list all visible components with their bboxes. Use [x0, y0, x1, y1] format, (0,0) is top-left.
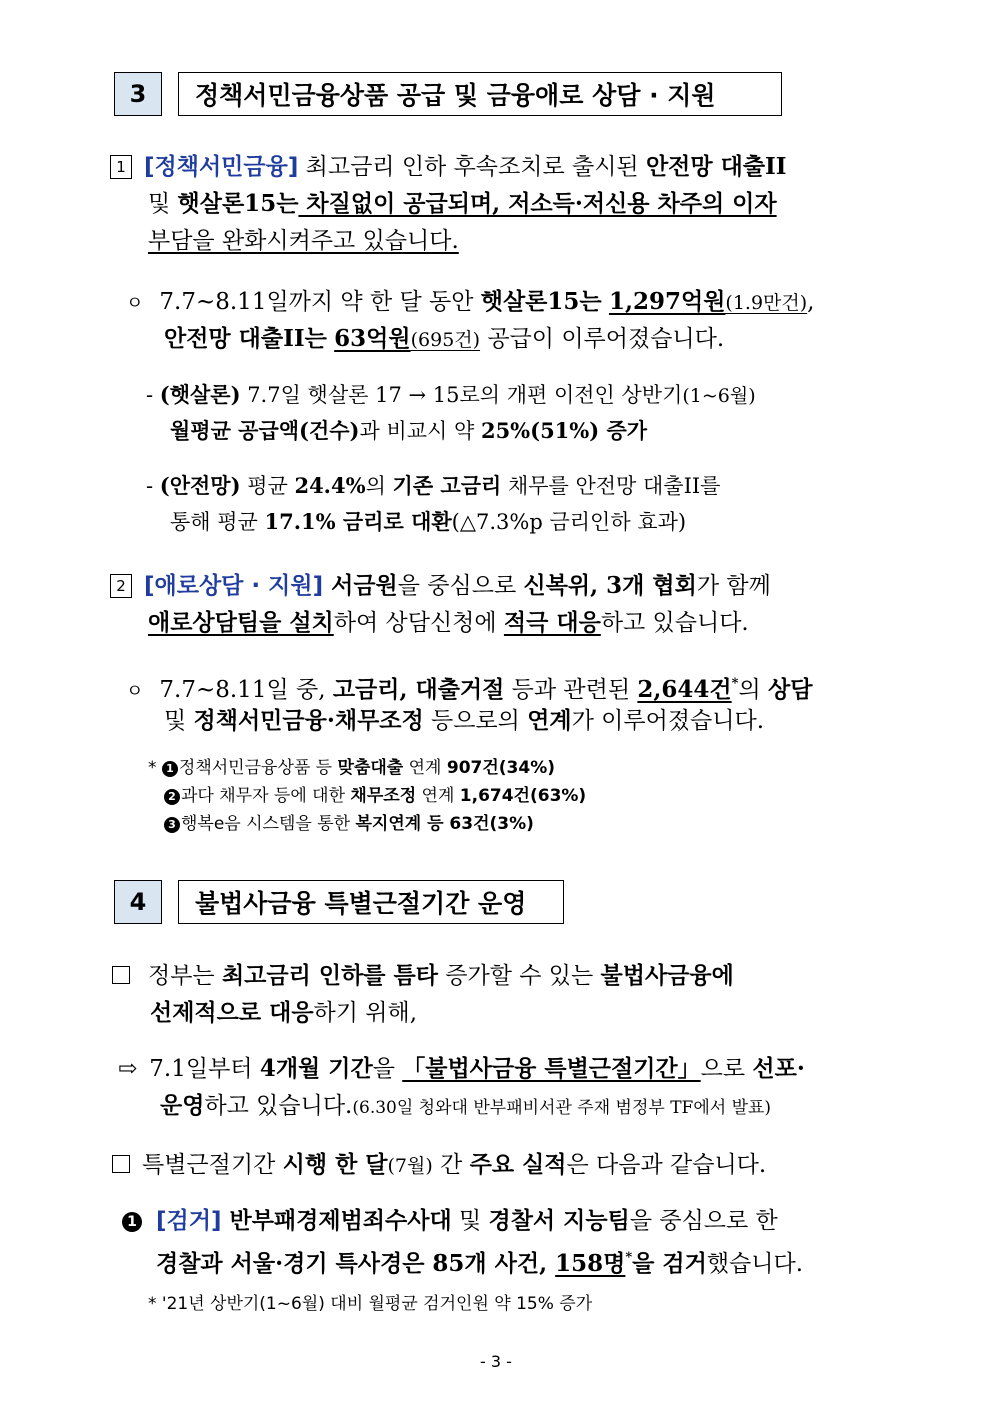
numbered-box-marker: 1 — [110, 155, 132, 179]
para-3-line-1: 정부는 최고금리 인하를 틈타 증가할 수 있는 불법사금융에 — [112, 961, 734, 991]
number-circle-icon: 1 — [162, 761, 178, 777]
number-circle-icon: 3 — [164, 817, 180, 833]
section-title: 정책서민금융상품 공급 및 금융애로 상담 · 지원 — [178, 72, 782, 116]
para-3-line-2: 선제적으로 대응하기 위해, — [150, 999, 418, 1026]
footnote-1-item-2: 2 과다 채무자 등에 대한 채무조정 연계 1,674건(63%) — [148, 784, 586, 808]
dash-2-line-2: 통해 평균 17.1% 금리로 대환(△7.3%p 금리인하 효과) — [170, 509, 687, 534]
number-circle-icon: 2 — [164, 789, 180, 805]
square-bullet-icon — [112, 1155, 130, 1173]
para-2-line-1: 2 [애로상담 · 지원] 서금원을 중심으로 신복위, 3개 협회가 함께 — [110, 571, 771, 601]
arrow-para-line-1: ⇨ 7.1일부터 4개월 기간을 「불법사금융 특별근절기간」으로 선포· — [118, 1055, 805, 1082]
para-5-line-2: 경찰과 서울·경기 특사경은 85개 사건, 158명*을 검거했습니다. — [156, 1250, 804, 1277]
para-4-line-1: 특별근절기간 시행 한 달(7월) 간 주요 실적은 다음과 같습니다. — [112, 1150, 766, 1181]
section-title: 불법사금융 특별근절기간 운영 — [178, 880, 564, 924]
page-number: - 3 - — [480, 1352, 512, 1371]
footnote-1-item-1: * 1 정책서민금융상품 등 맞춤대출 연계 907건(34%) — [148, 758, 556, 778]
footnote-1-item-3: 3 행복e음 시스템을 통한 복지연계 등 63건(3%) — [148, 812, 586, 836]
arrow-icon: ⇨ — [118, 1056, 138, 1082]
para-2-line-2: 애로상담팀을 설치하여 상담신청에 적극 대응하고 있습니다. — [148, 609, 749, 636]
para-1-bullet-line-2: 안전망 대출II는 63억원(695건) 공급이 이루어졌습니다. — [164, 325, 725, 352]
para-1-bullet-line-1: ㅇ 7.7~8.11일까지 약 한 달 동안 햇살론15는 1,297억원(1.9만건), — [126, 288, 815, 315]
para-5-line-1: 1 [검거] 반부패경제범죄수사대 및 경찰서 지능팀을 중심으로 한 — [122, 1206, 778, 1236]
para-1-line-3: 부담을 완화시켜주고 있습니다. — [148, 228, 459, 254]
dash-2-line-1: - (안전망) 평균 24.4%의 기존 고금리 채무를 안전망 대출II를 — [146, 473, 721, 498]
dash-1-line-2: 월평균 공급액(건수)과 비교시 약 25%(51%) 증가 — [170, 418, 648, 443]
section-number: 4 — [114, 880, 162, 924]
para-1-line-1: 1 [정책서민금융] 최고금리 인하 후속조치로 출시된 안전망 대출II — [110, 152, 787, 182]
para-2-bullet-line-1: ㅇ 7.7~8.11일 중, 고금리, 대출거절 등과 관련된 2,644건*의 상담 — [126, 676, 813, 703]
number-circle-icon: 1 — [122, 1212, 142, 1232]
numbered-box-marker: 2 — [110, 574, 132, 598]
arrow-para-line-2: 운영하고 있습니다.(6.30일 청와대 반부패비서관 주재 범정부 TF에서 발표) — [160, 1092, 772, 1119]
footnote-2: * '21년 상반기(1~6월) 대비 월평균 검거인원 약 15% 증가 — [148, 1294, 593, 1314]
dash-1-line-1: - (햇살론) 7.7일 햇살론 17 → 15로의 개편 이전인 상반기(1~6월) — [146, 382, 756, 407]
footnote-1 — [148, 756, 586, 836]
square-bullet-icon — [112, 966, 130, 984]
section-number: 3 — [114, 72, 162, 116]
para-1-line-2: 및 햇살론15는 차질없이 공급되며, 저소득·저신용 차주의 이자 — [148, 190, 777, 217]
para-2-bullet-line-2: 및 정책서민금융·채무조정 등으로의 연계가 이루어졌습니다. — [164, 707, 765, 734]
